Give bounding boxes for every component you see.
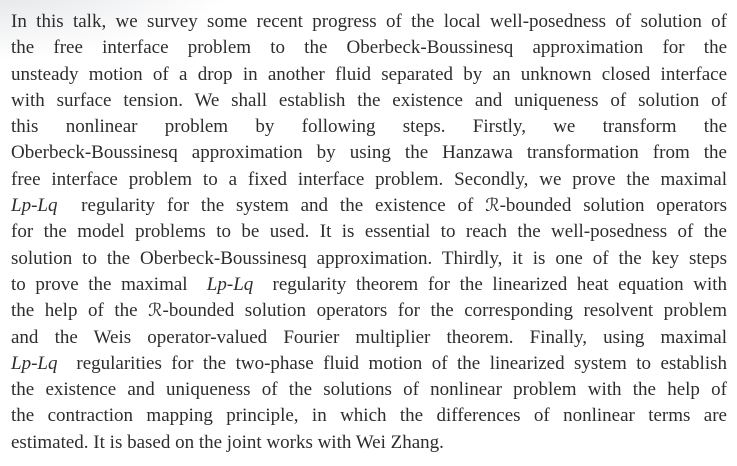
text-segment: -bounded solution operators for the corresponding resolvent problem [162,300,727,322]
text-segment: to prove the maximal [11,273,207,295]
text-line [11,140,727,166]
text-segment: the contraction mapping principle, in which the differences of nonlinear terms are [11,405,727,427]
text-line [11,35,727,61]
math-lp-lq-symbol: Lp-Lq [206,273,254,295]
text-segment: -bounded solution operators [499,195,727,217]
text-line [11,298,727,324]
text-line [11,403,727,429]
text-line [11,167,727,193]
text-line [11,272,727,298]
text-segment: the help of the [11,300,149,322]
text-segment: In this talk, we survey some recent progress of the local well-posedness of solution of [11,11,727,32]
text-line [11,351,727,377]
text-line [11,325,727,351]
text-segment: regularity theorem for the linearized heat equation with [253,273,727,295]
text-segment: for the model problems to be used. It is essential to reach the well-posedness of the [11,221,727,243]
text-segment: free interface problem to a fixed interface problem. Secondly, we prove the maximal [11,168,727,190]
script-r-symbol: ℛ [485,195,500,217]
text-segment: regularity for the system and the existence of [57,195,486,217]
text-segment: solution to the Oberbeck-Boussinesq approximation. Thirdly, it is one of the key steps [11,247,727,269]
text-segment: estimated. It is based on the joint works with Wei Zhang. [11,431,444,453]
text-segment: and the Weis operator-valued Fourier multiplier theorem. Finally, using maximal [11,326,727,348]
text-line [11,246,727,272]
math-lp-lq-symbol: Lp-Lq [11,195,58,217]
math-lp-lq-symbol: Lp-Lq [11,352,58,374]
text-line [11,430,727,456]
text-line [11,377,727,403]
script-r-symbol: ℛ [148,300,163,322]
text-line [11,9,727,35]
text-line [11,88,727,114]
text-segment: this nonlinear problem by following steps. Firstly, we transform the [11,116,727,138]
text-segment: Oberbeck-Boussinesq approximation by using the Hanzawa transformation from the [11,142,727,164]
text-line [11,62,727,88]
text-line [11,193,727,219]
text-segment: with surface tension. We shall establish the existence and uniqueness of solution of [11,89,727,111]
text-line [11,219,727,245]
text-segment: regularities for the two-phase fluid motion of the linearized system to establish [57,352,727,374]
text-segment: the free interface problem to the Oberbeck-Boussinesq approximation for the [11,37,727,59]
text-segment: unsteady motion of a drop in another fluid separated by an unknown closed interface [11,63,727,85]
text-line [11,114,727,140]
text-segment: the existence and uniqueness of the solutions of nonlinear problem with the help of [11,379,727,401]
